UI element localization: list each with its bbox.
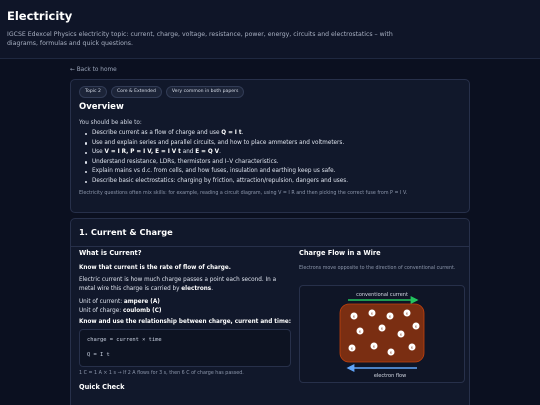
know-statement: Know that current is the rate of flow of charge. xyxy=(79,265,231,271)
current-definition: Electric current is how much charge passes a point each second. In a metal wire this charge is carried by electrons. xyxy=(79,277,277,292)
formula-words: charge = current × time xyxy=(87,337,162,343)
electron xyxy=(379,325,386,332)
current-charge-section xyxy=(70,218,470,405)
list-item: Use and explain series and parallel circuits, and how to place ammeters and voltmeters. xyxy=(92,139,461,149)
diagram-title: Charge Flow in a Wire xyxy=(299,249,381,257)
svg-text:e: e xyxy=(350,346,354,351)
tag-level: Core & Extended xyxy=(111,86,162,98)
tag-list xyxy=(79,86,461,98)
svg-text:e: e xyxy=(410,345,414,350)
formula-symbols: Q = I t xyxy=(87,352,110,358)
charge-flow-diagram xyxy=(299,285,465,383)
electron xyxy=(409,344,416,351)
electron xyxy=(351,313,358,320)
list-item: Describe basic electrostatics: charging by friction, attraction/repulsion, dangers and uses. xyxy=(92,177,461,187)
list-item: Understand resistance, LDRs, thermistors and I–V characteristics. xyxy=(92,158,461,168)
electron xyxy=(369,310,376,317)
electron xyxy=(398,331,405,338)
unit-of-current: Unit of current: ampere (A) xyxy=(79,299,160,305)
list-item: Explain mains vs d.c. from cells, and how fuses, insulation and earthing keep us safe. xyxy=(92,167,461,177)
svg-text:e: e xyxy=(372,344,376,349)
section-title: 1. Current & Charge xyxy=(79,227,173,237)
svg-text:e: e xyxy=(414,324,418,329)
charge-flow-panel xyxy=(299,249,465,379)
unit-of-charge: Unit of charge: coulomb (C) xyxy=(79,308,162,314)
electron xyxy=(387,313,394,320)
svg-text:e: e xyxy=(358,329,362,334)
formula-box xyxy=(79,329,291,367)
electron xyxy=(388,349,395,356)
overview-card xyxy=(70,79,470,213)
electron-flow-label: electron flow xyxy=(373,373,407,379)
overview-title: Overview xyxy=(79,102,124,112)
back-to-home-link[interactable]: ← Back to home xyxy=(70,67,117,73)
list-item: Use V = I R, P = I V, E = I V t and E = Q V. xyxy=(92,148,461,158)
relationship-heading: Know and use the relationship between charge, current and time: xyxy=(79,319,292,325)
svg-text:e: e xyxy=(388,314,392,319)
section-divider xyxy=(71,246,469,247)
svg-text:e: e xyxy=(380,326,384,331)
electron xyxy=(357,328,364,335)
electron xyxy=(371,343,378,350)
worked-example: 1 C = 1 A × 1 s → If 2 A flows for 3 s, then 6 C of charge has passed. xyxy=(79,371,244,376)
current-explanation xyxy=(79,249,291,391)
page-subtitle: IGCSE Edexcel Physics electricity topic: current, charge, voltage, resistance, power, energy, circuits and electrostatics – with diagrams, formulas and quick questions. xyxy=(7,31,393,47)
list-item: Describe current as a flow of charge and use Q = I t. xyxy=(92,129,461,139)
quick-check-heading: Quick Check xyxy=(79,383,125,391)
page-title: Electricity xyxy=(7,9,73,23)
page-header xyxy=(0,0,540,59)
electron xyxy=(413,323,420,330)
svg-text:e: e xyxy=(370,311,374,316)
objectives-list xyxy=(79,129,461,187)
electron xyxy=(404,310,411,317)
svg-text:e: e xyxy=(405,311,409,316)
tag-frequency: Very common in both papers xyxy=(166,86,244,98)
tag-topic: Topic 2 xyxy=(79,86,107,98)
overview-note: Electricity questions often mix skills: for example, reading a circuit diagram, using V = I R and then picking the correct fuse from P = I V. xyxy=(79,190,408,196)
svg-text:e: e xyxy=(399,332,403,337)
svg-text:e: e xyxy=(352,314,356,319)
electron xyxy=(349,345,356,352)
wire-diagram-svg xyxy=(300,286,466,384)
overview-intro: You should be able to: xyxy=(79,120,142,126)
subsection-title: What is Current? xyxy=(79,249,142,257)
svg-text:e: e xyxy=(389,350,393,355)
wire-segment xyxy=(340,304,424,362)
diagram-caption: Electrons move opposite to the direction of conventional current. xyxy=(299,266,456,271)
conventional-current-label: conventional current xyxy=(356,292,408,298)
